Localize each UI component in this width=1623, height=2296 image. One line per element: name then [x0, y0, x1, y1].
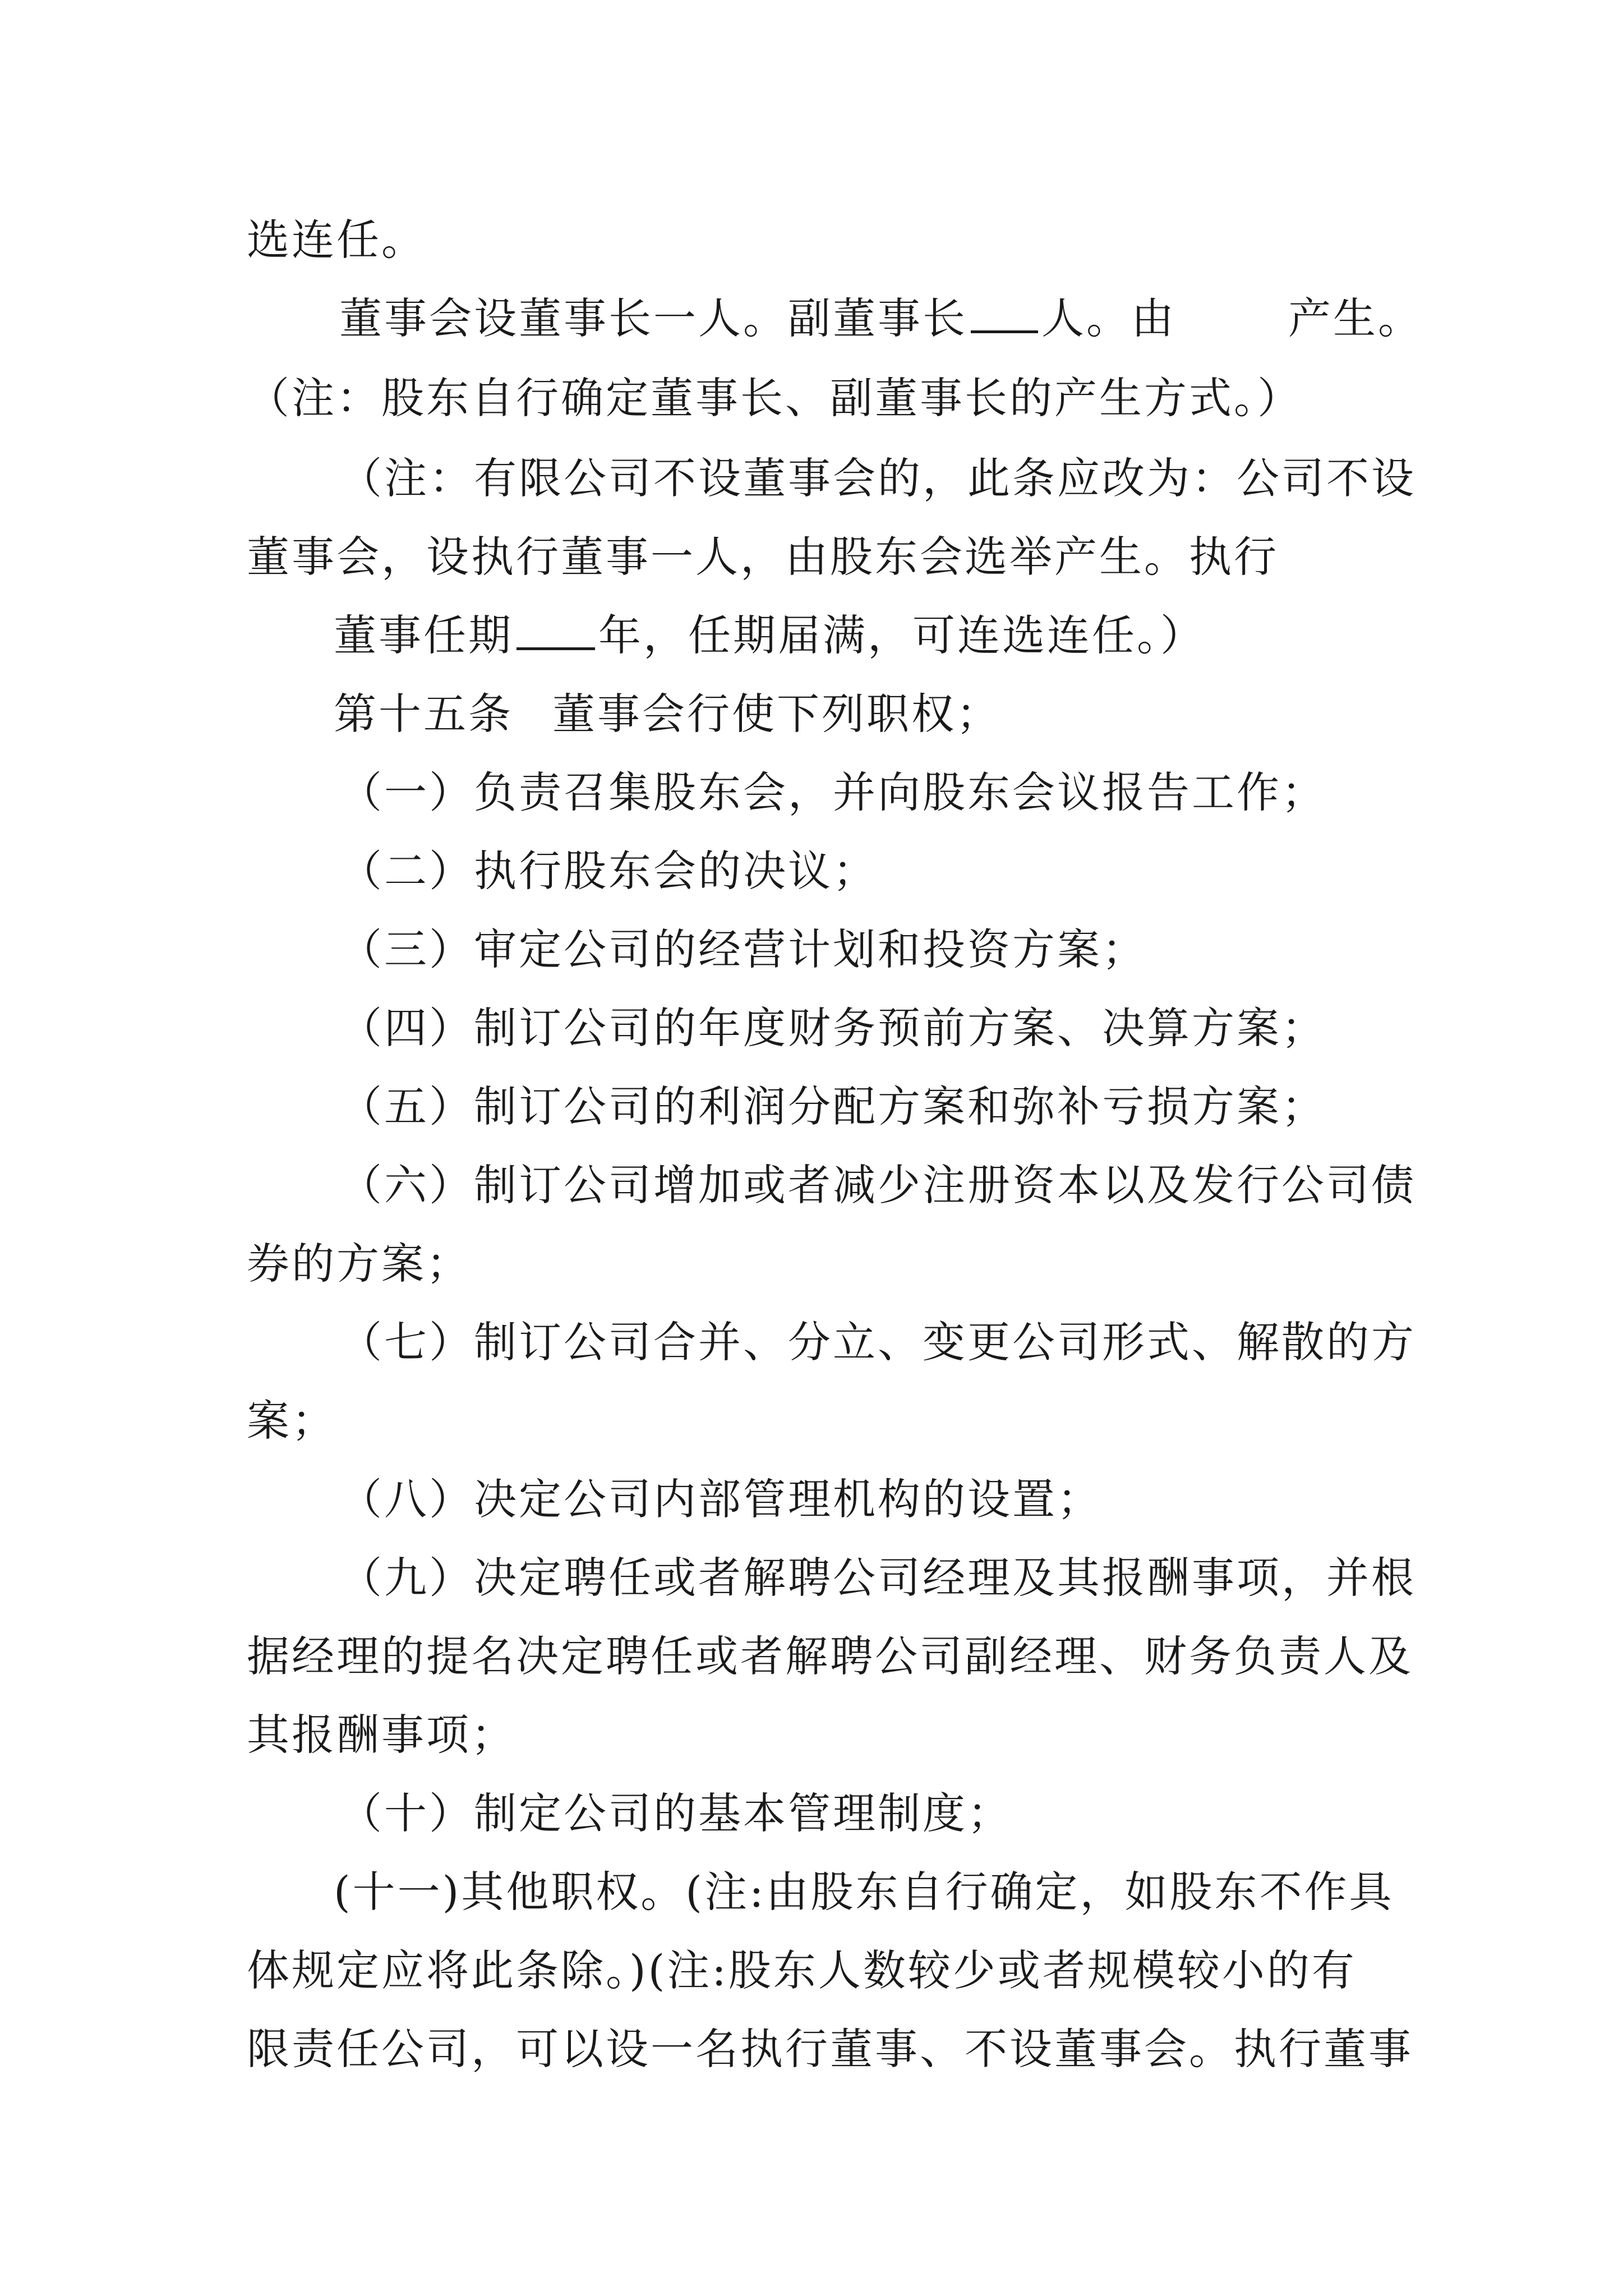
text-line-23 [247, 1943, 1391, 1999]
fill-in-blank [517, 608, 595, 650]
text-segment: （注：有限公司不设董事会的，此条应改为：公司不设 [339, 453, 1416, 503]
text-segment: （七）制订公司合并、分立、变更公司形式、解散的方 [339, 1317, 1416, 1367]
text-segment: 产生。 [1288, 293, 1423, 343]
text-segment: 据经理的提名决定聘任或者解聘公司副经理、财务负责人及 [247, 1631, 1413, 1681]
text-line-11 [339, 1000, 1394, 1056]
text-segment: （十）制定公司的基本管理制度； [339, 1788, 1012, 1838]
text-line-24 [247, 2021, 1413, 2077]
text-line-2 [339, 291, 1423, 347]
text-line-17 [339, 1471, 1394, 1527]
text-line-5 [247, 529, 1391, 585]
text-line-15 [339, 1314, 1416, 1370]
text-segment: 选连任。 [247, 215, 426, 265]
text-line-9 [339, 843, 1394, 899]
text-segment: 其报酬事项； [247, 1710, 516, 1760]
text-line-21 [339, 1786, 1394, 1842]
text-line-13 [339, 1157, 1416, 1213]
text-line-20 [247, 1707, 1391, 1763]
text-segment: （二）执行股东会的决议； [339, 846, 878, 896]
text-line-19 [247, 1628, 1413, 1685]
text-segment: 董事会行使下列职权； [552, 689, 1001, 739]
text-line-7 [334, 686, 1394, 742]
text-segment: 董事任期 [334, 610, 513, 660]
text-segment: 董事会设董事长一人。副董事长 [339, 293, 967, 343]
text-segment: （三）审定公司的经营计划和投资方案； [339, 924, 1147, 974]
article-number: 第十五条 [334, 689, 513, 739]
text-segment: （一）负责召集股东会，并向股东会议报告工作； [339, 767, 1326, 817]
text-line-10 [339, 922, 1394, 978]
text-segment: 体规定应将此条除。)(注:股东人数较少或者规模较小的有 [247, 1945, 1357, 1995]
text-line-4 [339, 450, 1416, 507]
text-line-3 [247, 370, 1391, 426]
text-segment: （六）制订公司增加或者减少注册资本以及发行公司债 [339, 1160, 1416, 1210]
text-segment: 限责任公司，可以设一名执行董事、不设董事会。执行董事 [247, 2024, 1413, 2074]
text-line-8 [339, 765, 1394, 821]
text-segment: （四）制订公司的年度财务预前方案、决算方案； [339, 1003, 1326, 1053]
text-segment: 董事会，设执行董事一人，由股东会选举产生。执行 [247, 532, 1279, 582]
text-segment: （注：股东自行确定董事长、副董事长的产生方式。） [247, 373, 1302, 423]
text-segment: （九）决定聘任或者解聘公司经理及其报酬事项，并根 [339, 1553, 1416, 1603]
text-segment: 案； [247, 1396, 336, 1446]
fill-in-blank [971, 291, 1038, 333]
text-line-16 [247, 1393, 1391, 1449]
text-segment: 人。由 [1041, 293, 1176, 343]
text-segment: （八）决定公司内部管理机构的设置； [339, 1474, 1102, 1524]
text-segment: 年，任期届满，可连选连任。） [598, 610, 1205, 660]
text-line-12 [339, 1079, 1394, 1135]
text-segment: (十一)其他职权。(注:由股东自行确定，如股东不作具 [334, 1867, 1394, 1917]
text-line-22 [334, 1864, 1394, 1920]
text-line-14 [247, 1236, 1391, 1292]
text-line-18 [339, 1550, 1416, 1606]
text-line-1 [247, 212, 1391, 268]
text-line-6 [334, 608, 1394, 664]
text-segment: 券的方案； [247, 1239, 471, 1289]
text-segment: （五）制订公司的利润分配方案和弥补亏损方案； [339, 1082, 1326, 1131]
